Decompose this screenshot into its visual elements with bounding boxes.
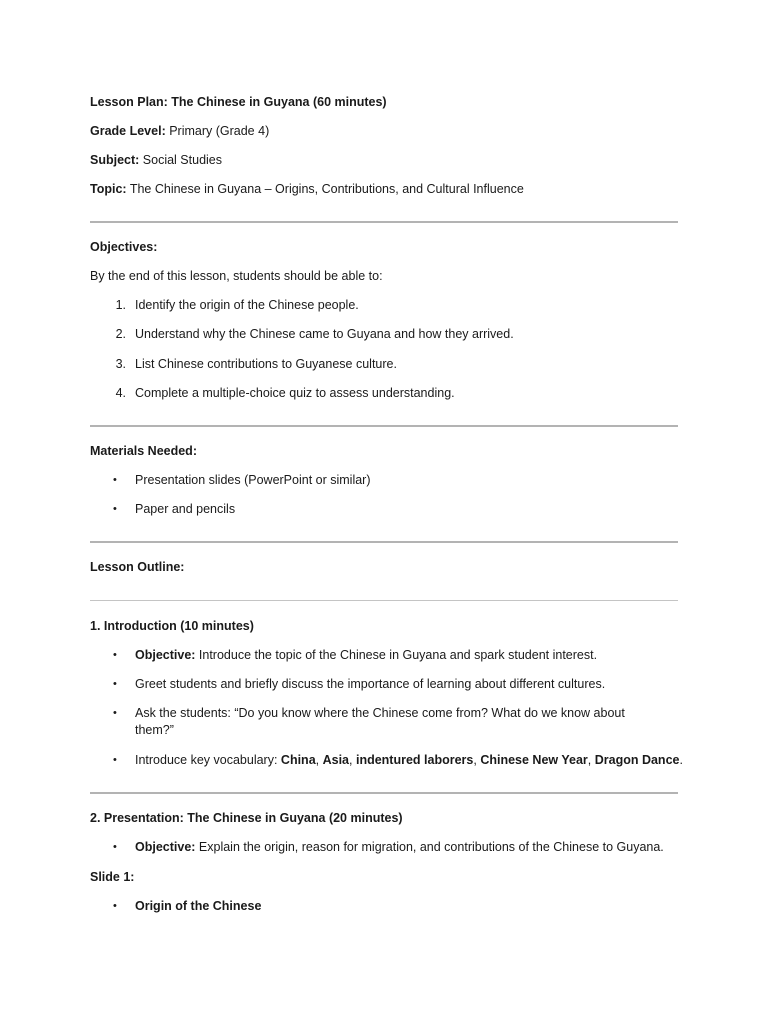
vocab-separator: , — [473, 753, 481, 767]
topic-value: The Chinese in Guyana – Origins, Contributions, and Cultural Influence — [126, 182, 524, 196]
vocab-term: Dragon Dance — [594, 753, 680, 767]
list-number: 2. — [115, 327, 126, 341]
bullet-icon: • — [113, 678, 117, 690]
bullet-icon: • — [113, 841, 117, 853]
vocab-prefix: Introduce key vocabulary: — [135, 753, 281, 767]
introduction-heading: 1. Introduction (10 minutes) — [90, 619, 254, 633]
intro-objective-item — [135, 647, 597, 663]
objective-item: Complete a multiple-choice quiz to assess understanding. — [135, 386, 455, 400]
bullet-icon: • — [113, 707, 117, 719]
presentation-objective-item — [135, 839, 664, 855]
subject-label: Subject: — [90, 153, 140, 167]
vocab-end: . — [679, 753, 683, 767]
slide-label: Slide 1: — [90, 870, 135, 884]
vocab-separator: , — [587, 753, 595, 767]
divider — [90, 541, 678, 543]
vocab-separator: , — [349, 753, 356, 767]
objectives-heading: Objectives: — [90, 240, 158, 254]
material-item: Paper and pencils — [135, 502, 236, 516]
objective-item: List Chinese contributions to Guyanese culture. — [135, 357, 397, 371]
bullet-icon: • — [113, 900, 117, 912]
objective-text: Explain the origin, reason for migration, and contributions of the Chinese to Guyana. — [195, 840, 664, 854]
vocab-separator: , — [315, 753, 323, 767]
divider — [90, 221, 678, 223]
intro-greet-item: Greet students and briefly discuss the importance of learning about different cultures. — [135, 677, 606, 691]
lesson-outline-heading: Lesson Outline: — [90, 560, 185, 574]
subject-line — [90, 152, 222, 168]
bullet-icon: • — [113, 754, 117, 766]
divider — [90, 425, 678, 427]
grade-level-label: Grade Level: — [90, 124, 166, 138]
divider — [90, 600, 678, 601]
bullet-icon: • — [113, 474, 117, 486]
objective-label: Objective: — [135, 840, 196, 854]
grade-level-line — [90, 123, 269, 139]
objective-text: Introduce the topic of the Chinese in Guyana and spark student interest. — [195, 648, 598, 662]
objective-item: Identify the origin of the Chinese people. — [135, 298, 359, 312]
objective-item: Understand why the Chinese came to Guyana and how they arrived. — [135, 327, 514, 341]
intro-ask-item: Ask the students: “Do you know where the Chinese come from? What do we know about them?” — [135, 706, 625, 737]
grade-level-value: Primary (Grade 4) — [165, 124, 270, 138]
bullet-icon: • — [113, 649, 117, 661]
materials-heading: Materials Needed: — [90, 444, 197, 458]
material-item: Presentation slides (PowerPoint or similar) — [135, 473, 371, 487]
subject-value: Social Studies — [139, 153, 222, 167]
bullet-icon: • — [113, 503, 117, 515]
vocab-term: China — [280, 753, 316, 767]
list-number: 4. — [115, 386, 126, 400]
lesson-title: Lesson Plan: The Chinese in Guyana (60 minutes) — [90, 95, 387, 109]
intro-vocab-item — [135, 752, 683, 768]
list-number: 1. — [115, 298, 126, 312]
vocab-term: Chinese New Year — [480, 753, 588, 767]
list-number: 3. — [115, 357, 126, 371]
slide-item: Origin of the Chinese — [135, 899, 262, 913]
vocab-term: Asia — [322, 753, 350, 767]
topic-line — [90, 181, 524, 197]
divider — [90, 792, 678, 794]
objectives-intro: By the end of this lesson, students should be able to: — [90, 269, 383, 283]
vocab-term: indentured laborers — [355, 753, 474, 767]
objective-label: Objective: — [135, 648, 196, 662]
topic-label: Topic: — [90, 182, 127, 196]
presentation-heading: 2. Presentation: The Chinese in Guyana (20 minutes) — [90, 811, 403, 825]
